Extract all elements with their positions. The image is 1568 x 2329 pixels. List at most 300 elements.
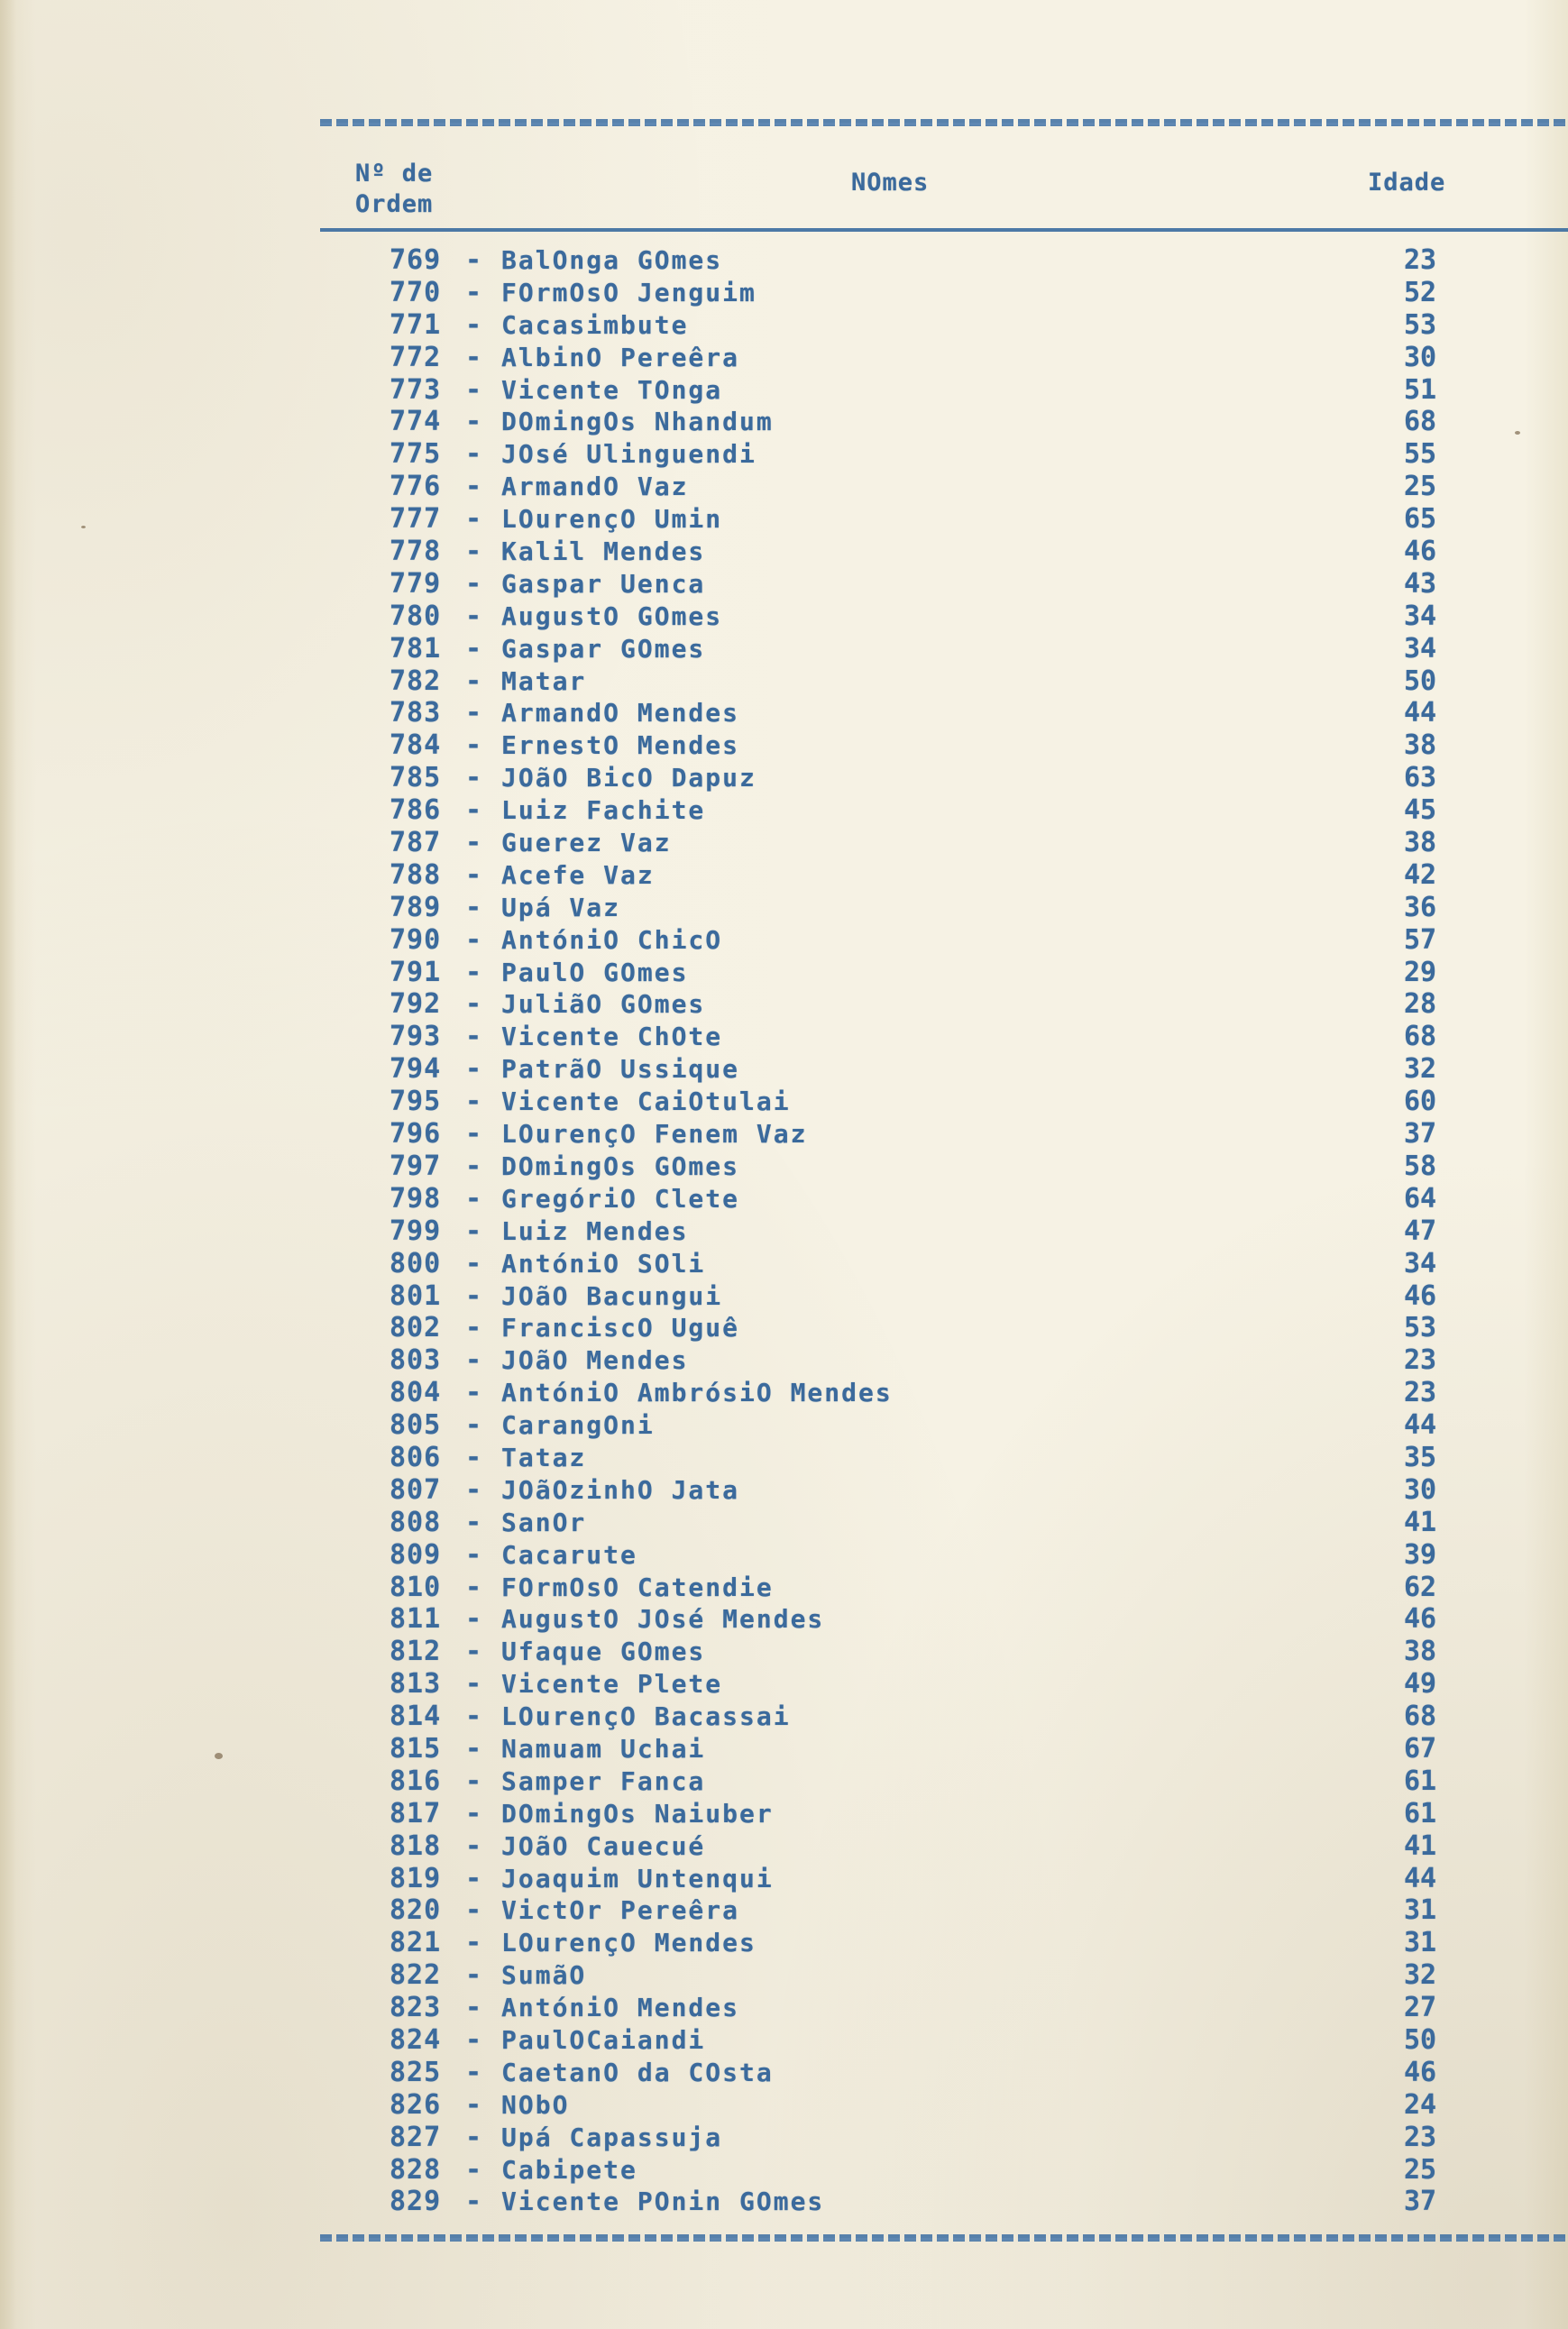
separator-dash: - <box>465 276 482 308</box>
person-name: AntóniO Mendes <box>501 1993 740 2023</box>
person-name: Cacarute <box>501 1539 637 1570</box>
separator-dash: - <box>465 1603 482 1636</box>
person-name: ErnestO Mendes <box>501 730 740 761</box>
order-number: 818 <box>390 1829 442 1862</box>
order-number: 811 <box>390 1603 442 1636</box>
person-name: LOurençO Mendes <box>501 1928 756 1958</box>
person-age: 44 <box>1403 1862 1437 1894</box>
separator-dash: - <box>465 1441 482 1473</box>
order-number: 770 <box>390 276 442 308</box>
list-row <box>0 1862 1568 1894</box>
column-header-ordem-line2: Ordem <box>355 190 434 218</box>
separator-dash: - <box>465 1636 482 1668</box>
order-number: 792 <box>390 988 442 1021</box>
order-number: 773 <box>390 373 442 406</box>
person-name: Vicente ChOte <box>501 1022 723 1052</box>
person-age: 31 <box>1403 1894 1437 1927</box>
order-number: 799 <box>390 1215 442 1247</box>
list-row <box>0 1215 1568 1247</box>
list-row <box>0 793 1568 826</box>
list-row <box>0 1635 1568 1667</box>
list-row <box>0 1408 1568 1441</box>
person-age: 25 <box>1403 471 1437 503</box>
person-name: Vicente CaiOtulai <box>501 1087 791 1117</box>
separator-dash: - <box>465 373 482 406</box>
list-row <box>0 1893 1568 1926</box>
order-number: 782 <box>390 665 442 697</box>
person-name: PatrãO Ussique <box>501 1054 740 1085</box>
separator-dash: - <box>465 1247 482 1279</box>
separator-dash: - <box>465 1344 482 1377</box>
list-row <box>0 696 1568 729</box>
list-row <box>0 1117 1568 1150</box>
person-name: LOurençO Umin <box>501 504 723 535</box>
person-name: Guerez Vaz <box>501 828 672 858</box>
person-age: 23 <box>1403 1344 1437 1377</box>
person-name: AugustO JOsé Mendes <box>501 1604 825 1635</box>
order-number: 774 <box>390 406 442 438</box>
person-age: 30 <box>1403 341 1437 373</box>
separator-dash: - <box>465 244 482 276</box>
person-name: FOrmOsO Catendie <box>501 1572 774 1602</box>
list-row <box>0 2023 1568 2056</box>
list-row <box>0 1506 1568 1538</box>
separator-dash: - <box>465 536 482 568</box>
list-row <box>0 1797 1568 1829</box>
separator-dash: - <box>465 1312 482 1344</box>
separator-dash: - <box>465 1927 482 1959</box>
separator-dash: - <box>465 1765 482 1797</box>
separator-dash: - <box>465 1409 482 1442</box>
person-name: ArmandO Mendes <box>501 698 740 729</box>
person-age: 23 <box>1403 2121 1437 2153</box>
person-age: 34 <box>1403 632 1437 665</box>
person-name: AntóniO AmbrósiO Mendes <box>501 1378 893 1408</box>
separator-dash: - <box>465 1150 482 1182</box>
person-age: 23 <box>1403 1377 1437 1409</box>
list-row <box>0 987 1568 1020</box>
order-number: 810 <box>390 1571 442 1603</box>
person-age: 25 <box>1403 2153 1437 2186</box>
separator-dash: - <box>465 600 482 632</box>
person-name: Matar <box>501 665 587 696</box>
person-age: 41 <box>1403 1506 1437 1538</box>
list-row <box>0 437 1568 470</box>
list-row <box>0 1667 1568 1700</box>
person-name: Joaquim Untenqui <box>501 1863 774 1893</box>
list-row <box>0 1279 1568 1312</box>
person-name: Gaspar GOmes <box>501 633 706 664</box>
order-number: 772 <box>390 341 442 373</box>
person-age: 50 <box>1403 665 1437 697</box>
order-number: 802 <box>390 1312 442 1344</box>
order-number: 786 <box>390 794 442 827</box>
list-row <box>0 2153 1568 2186</box>
separator-dash: - <box>465 1053 482 1086</box>
list-row <box>0 405 1568 437</box>
person-name: SanOr <box>501 1507 587 1537</box>
person-name: CarangOni <box>501 1410 655 1441</box>
list-row <box>0 1052 1568 1085</box>
person-age: 68 <box>1403 1701 1437 1733</box>
person-age: 46 <box>1403 2056 1437 2088</box>
order-number: 779 <box>390 567 442 600</box>
separator-dash: - <box>465 2056 482 2088</box>
separator-dash: - <box>465 1894 482 1927</box>
person-age: 68 <box>1403 1021 1437 1053</box>
person-name: JOãO Mendes <box>501 1345 689 1376</box>
separator-dash: - <box>465 1182 482 1215</box>
order-number: 819 <box>390 1862 442 1894</box>
person-age: 65 <box>1403 503 1437 536</box>
order-number: 798 <box>390 1182 442 1215</box>
person-name: Cabipete <box>501 2154 637 2185</box>
separator-dash: - <box>465 2088 482 2121</box>
person-age: 44 <box>1403 697 1437 729</box>
person-name: Vicente Plete <box>501 1669 723 1700</box>
order-number: 796 <box>390 1118 442 1151</box>
separator-dash: - <box>465 762 482 794</box>
person-age: 52 <box>1403 276 1437 308</box>
separator-dash: - <box>465 1829 482 1862</box>
person-name: VictOr Pereêra <box>501 1895 740 1926</box>
separator-dash: - <box>465 1862 482 1894</box>
separator-dash: - <box>465 632 482 665</box>
order-number: 776 <box>390 471 442 503</box>
list-row <box>0 1247 1568 1279</box>
person-age: 64 <box>1403 1182 1437 1215</box>
person-name: LOurençO Bacassai <box>501 1701 791 1732</box>
person-age: 32 <box>1403 1053 1437 1086</box>
list-row <box>0 1829 1568 1862</box>
order-number: 787 <box>390 827 442 859</box>
separator-dash: - <box>465 1279 482 1312</box>
list-row <box>0 373 1568 406</box>
separator-dash: - <box>465 2186 482 2218</box>
list-row <box>0 729 1568 761</box>
separator-dash: - <box>465 2121 482 2153</box>
separator-dash: - <box>465 1797 482 1829</box>
list-row <box>0 341 1568 373</box>
person-age: 42 <box>1403 858 1437 891</box>
list-row <box>0 1538 1568 1571</box>
order-number: 800 <box>390 1247 442 1279</box>
list-row <box>0 1020 1568 1052</box>
order-number: 812 <box>390 1636 442 1668</box>
list-row <box>0 470 1568 502</box>
paper-speck <box>215 1753 223 1759</box>
separator-dash: - <box>465 956 482 988</box>
separator-dash: - <box>465 308 482 341</box>
person-age: 63 <box>1403 762 1437 794</box>
order-number: 822 <box>390 1959 442 1992</box>
list-row <box>0 1700 1568 1732</box>
order-number: 780 <box>390 600 442 632</box>
person-age: 43 <box>1403 567 1437 600</box>
list-row <box>0 891 1568 923</box>
order-number: 805 <box>390 1409 442 1442</box>
separator-dash: - <box>465 503 482 536</box>
list-row <box>0 1602 1568 1635</box>
order-number: 827 <box>390 2121 442 2153</box>
person-name: Luiz Mendes <box>501 1215 689 1246</box>
bottom-dashed-rule <box>320 2234 1568 2242</box>
person-age: 32 <box>1403 1959 1437 1992</box>
person-age: 61 <box>1403 1797 1437 1829</box>
person-name: CaetanO da COsta <box>501 2057 774 2087</box>
person-age: 39 <box>1403 1538 1437 1571</box>
separator-dash: - <box>465 1959 482 1992</box>
person-name: PaulOCaiandi <box>501 2024 706 2055</box>
separator-dash: - <box>465 858 482 891</box>
order-number: 793 <box>390 1021 442 1053</box>
person-name: FranciscO Uguê <box>501 1313 740 1343</box>
order-number: 825 <box>390 2056 442 2088</box>
person-name: BalOnga GOmes <box>501 245 723 275</box>
person-name: ArmandO Vaz <box>501 472 689 502</box>
person-age: 68 <box>1403 406 1437 438</box>
list-row <box>0 308 1568 341</box>
list-row <box>0 956 1568 988</box>
person-age: 61 <box>1403 1765 1437 1797</box>
order-number: 823 <box>390 1992 442 2024</box>
person-name: DOmingOs GOmes <box>501 1151 740 1181</box>
separator-dash: - <box>465 827 482 859</box>
person-age: 27 <box>1403 1992 1437 2024</box>
order-number: 781 <box>390 632 442 665</box>
column-header-nomes: NOmes <box>851 169 930 197</box>
separator-dash: - <box>465 923 482 956</box>
list-row <box>0 600 1568 632</box>
person-age: 24 <box>1403 2088 1437 2121</box>
person-name: NObO <box>501 2089 570 2120</box>
list-row <box>0 923 1568 956</box>
person-name: Samper Fanca <box>501 1765 706 1796</box>
order-number: 784 <box>390 729 442 762</box>
order-number: 809 <box>390 1538 442 1571</box>
list-row <box>0 2121 1568 2153</box>
person-age: 47 <box>1403 1215 1437 1247</box>
person-name: Cacasimbute <box>501 309 689 340</box>
person-age: 23 <box>1403 244 1437 276</box>
separator-dash: - <box>465 1668 482 1701</box>
order-number: 769 <box>390 244 442 276</box>
separator-dash: - <box>465 891 482 923</box>
order-number: 820 <box>390 1894 442 1927</box>
list-row <box>0 1376 1568 1408</box>
order-number: 794 <box>390 1053 442 1086</box>
person-age: 41 <box>1403 1829 1437 1862</box>
order-number: 777 <box>390 503 442 536</box>
person-name: FOrmOsO Jenguim <box>501 277 756 307</box>
separator-dash: - <box>465 1377 482 1409</box>
person-name: LOurençO Fenem Vaz <box>501 1119 808 1150</box>
list-row <box>0 826 1568 858</box>
person-age: 34 <box>1403 1247 1437 1279</box>
list-row <box>0 1958 1568 1991</box>
separator-dash: - <box>465 1215 482 1247</box>
list-row <box>0 1732 1568 1765</box>
order-number: 806 <box>390 1441 442 1473</box>
person-age: 45 <box>1403 794 1437 827</box>
person-age: 49 <box>1403 1668 1437 1701</box>
order-number: 790 <box>390 923 442 956</box>
separator-dash: - <box>465 1538 482 1571</box>
column-header-ordem-line1: Nº de <box>355 160 434 188</box>
person-age: 44 <box>1403 1409 1437 1442</box>
person-age: 37 <box>1403 2186 1437 2218</box>
person-age: 57 <box>1403 923 1437 956</box>
person-age: 50 <box>1403 2023 1437 2056</box>
order-number: 829 <box>390 2186 442 2218</box>
person-name: Kalil Mendes <box>501 536 706 567</box>
person-name: AugustO GOmes <box>501 601 723 631</box>
order-number: 807 <box>390 1473 442 1506</box>
list-row <box>0 276 1568 308</box>
list-row <box>0 243 1568 276</box>
list-row <box>0 1473 1568 1506</box>
separator-dash: - <box>465 2023 482 2056</box>
person-age: 46 <box>1403 1279 1437 1312</box>
person-age: 46 <box>1403 536 1437 568</box>
order-number: 775 <box>390 438 442 471</box>
person-name: Luiz Fachite <box>501 795 706 826</box>
person-name: JOãOzinhO Jata <box>501 1474 740 1505</box>
list-row <box>0 1182 1568 1215</box>
order-number: 816 <box>390 1765 442 1797</box>
paper-speck <box>1515 431 1520 435</box>
person-age: 62 <box>1403 1571 1437 1603</box>
separator-dash: - <box>465 1992 482 2024</box>
person-name: GregóriO Clete <box>501 1183 740 1214</box>
person-name: Upá Capassuja <box>501 2122 723 2152</box>
person-name: JOãO Cauecué <box>501 1830 706 1861</box>
person-name: DOmingOs Naiuber <box>501 1798 774 1829</box>
list-row <box>0 2185 1568 2217</box>
person-name: Acefe Vaz <box>501 859 655 890</box>
separator-dash: - <box>465 1732 482 1765</box>
separator-dash: - <box>465 1086 482 1118</box>
list-row <box>0 1441 1568 1473</box>
person-name: JOsé Ulinguendi <box>501 439 756 470</box>
list-row <box>0 632 1568 665</box>
order-number: 817 <box>390 1797 442 1829</box>
column-header-ordem <box>355 159 500 220</box>
order-number: 785 <box>390 762 442 794</box>
list-row <box>0 2056 1568 2088</box>
person-age: 51 <box>1403 373 1437 406</box>
person-name: JOãO BicO Dapuz <box>501 763 756 793</box>
list-row <box>0 567 1568 600</box>
person-age: 60 <box>1403 1086 1437 1118</box>
column-header-idade: Idade <box>1368 169 1446 197</box>
list-row <box>0 1085 1568 1117</box>
person-name: AntóniO ChicO <box>501 924 723 955</box>
order-number: 815 <box>390 1732 442 1765</box>
person-name: JuliãO GOmes <box>501 989 706 1020</box>
order-number: 824 <box>390 2023 442 2056</box>
list-row <box>0 535 1568 567</box>
separator-dash: - <box>465 567 482 600</box>
person-age: 36 <box>1403 891 1437 923</box>
order-number: 828 <box>390 2153 442 2186</box>
separator-dash: - <box>465 1473 482 1506</box>
order-number: 803 <box>390 1344 442 1377</box>
person-age: 38 <box>1403 729 1437 762</box>
separator-dash: - <box>465 697 482 729</box>
order-number: 813 <box>390 1668 442 1701</box>
name-list <box>0 243 1568 2217</box>
order-number: 808 <box>390 1506 442 1538</box>
list-row <box>0 1343 1568 1376</box>
order-number: 804 <box>390 1377 442 1409</box>
person-name: PaulO GOmes <box>501 957 689 987</box>
top-dashed-rule <box>320 119 1568 126</box>
person-name: Namuam Uchai <box>501 1733 706 1764</box>
person-age: 34 <box>1403 600 1437 632</box>
order-number: 814 <box>390 1701 442 1733</box>
person-age: 55 <box>1403 438 1437 471</box>
person-name: AntóniO SOli <box>501 1248 706 1279</box>
list-row <box>0 1765 1568 1797</box>
list-row <box>0 2088 1568 2121</box>
person-name: Upá Vaz <box>501 892 621 922</box>
person-name: Gaspar Uenca <box>501 568 706 599</box>
person-age: 58 <box>1403 1150 1437 1182</box>
order-number: 801 <box>390 1279 442 1312</box>
person-age: 46 <box>1403 1603 1437 1636</box>
person-age: 37 <box>1403 1118 1437 1151</box>
separator-dash: - <box>465 1021 482 1053</box>
separator-dash: - <box>465 794 482 827</box>
separator-dash: - <box>465 1571 482 1603</box>
person-name: Ufaque GOmes <box>501 1637 706 1667</box>
order-number: 821 <box>390 1927 442 1959</box>
list-row <box>0 1991 1568 2023</box>
person-age: 53 <box>1403 308 1437 341</box>
order-number: 771 <box>390 308 442 341</box>
order-number: 789 <box>390 891 442 923</box>
order-number: 826 <box>390 2088 442 2121</box>
order-number: 778 <box>390 536 442 568</box>
list-row <box>0 858 1568 891</box>
order-number: 788 <box>390 858 442 891</box>
person-name: Vicente POnin GOmes <box>501 2187 825 2217</box>
separator-dash: - <box>465 2153 482 2186</box>
person-name: SumãO <box>501 1960 587 1991</box>
person-age: 67 <box>1403 1732 1437 1765</box>
order-number: 791 <box>390 956 442 988</box>
list-row <box>0 761 1568 793</box>
person-age: 53 <box>1403 1312 1437 1344</box>
person-age: 28 <box>1403 988 1437 1021</box>
list-row <box>0 502 1568 535</box>
order-number: 797 <box>390 1150 442 1182</box>
order-number: 795 <box>390 1086 442 1118</box>
paper-speck <box>81 526 86 528</box>
list-row <box>0 1571 1568 1603</box>
list-row <box>0 1926 1568 1958</box>
list-row <box>0 1311 1568 1343</box>
person-name: Vicente TOnga <box>501 374 723 405</box>
person-name: Tataz <box>501 1442 587 1472</box>
person-age: 35 <box>1403 1441 1437 1473</box>
separator-dash: - <box>465 341 482 373</box>
person-name: AlbinO Pereêra <box>501 342 740 372</box>
separator-dash: - <box>465 1506 482 1538</box>
separator-dash: - <box>465 406 482 438</box>
person-name: JOãO Bacungui <box>501 1280 723 1311</box>
